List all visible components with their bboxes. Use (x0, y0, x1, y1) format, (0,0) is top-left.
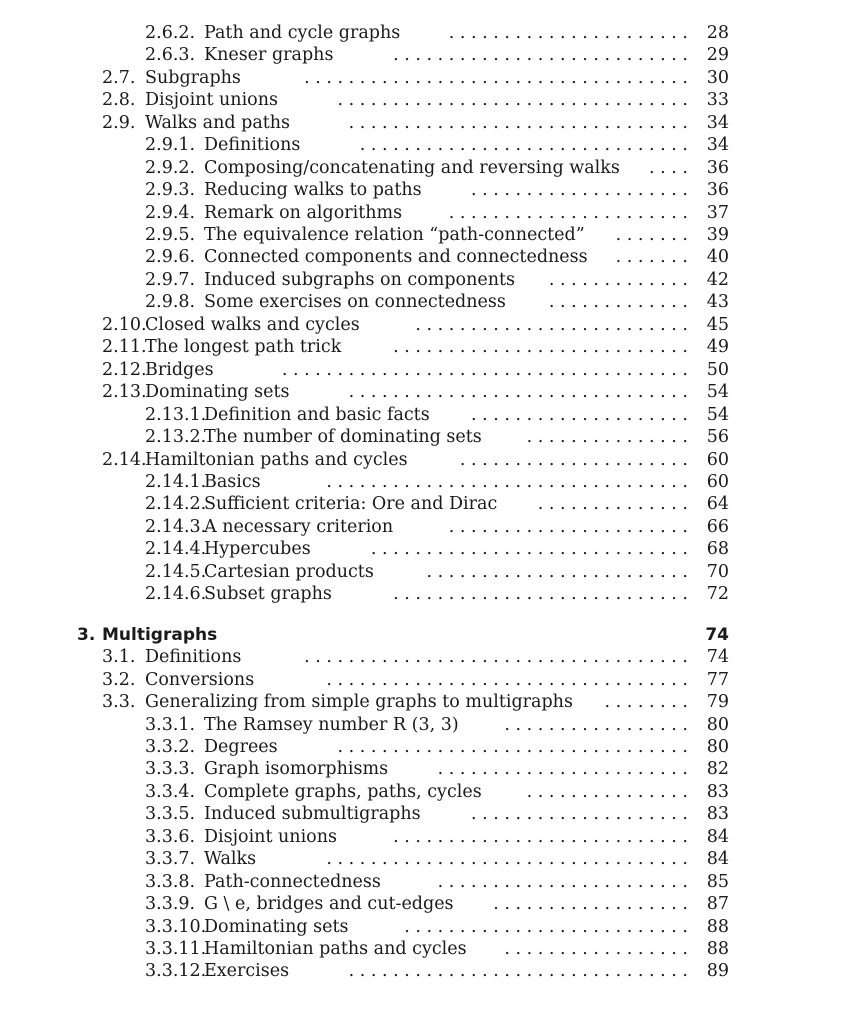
toc-entry[interactable] (145, 538, 729, 560)
toc-entry-title[interactable]: The Ramsey number R (3, 3) (204, 715, 459, 735)
toc-entry-number: 2.14.6. (145, 584, 207, 604)
toc-entry[interactable] (102, 67, 729, 89)
toc-entry-title[interactable]: Path-connectedness (204, 872, 381, 892)
toc-entry[interactable] (102, 112, 729, 134)
toc-entry-title[interactable]: Path and cycle graphs (204, 23, 401, 43)
toc-entry[interactable] (145, 803, 729, 825)
toc-entry[interactable] (145, 826, 729, 848)
toc-entry[interactable] (145, 471, 729, 493)
dot-leader: . . . . . . . . (604, 692, 688, 712)
toc-entry-number: 2.9. (102, 113, 136, 133)
toc-entry[interactable] (145, 960, 729, 982)
toc-entry-page-number[interactable]: 50 (706, 360, 729, 380)
dot-leader: . . . . . . . . . . . . . . . (526, 427, 688, 447)
dot-leader: . . . . . . . . . . . . . . . . . . . . . . . . . . (404, 917, 688, 937)
toc-entry-title[interactable]: Graph isomorphisms (204, 759, 389, 779)
toc-entry-page-number[interactable]: 87 (706, 894, 729, 914)
toc-entry[interactable] (145, 134, 729, 156)
toc-entry-title[interactable]: Basics (204, 472, 261, 492)
toc-entry-page-number[interactable]: 54 (706, 382, 729, 402)
toc-entry[interactable] (145, 938, 729, 960)
toc-entry-number: 2.9.6. (145, 247, 196, 267)
toc-entry-title[interactable]: Cartesian products (204, 562, 374, 582)
dot-leader: . . . . . . . . . . . . . . . . . . . . . . . . . . . . . . . . . (326, 849, 688, 869)
dot-leader: . . . . . . . . . . . . . . . . . (504, 715, 688, 735)
toc-entry[interactable] (145, 246, 729, 268)
toc-entry-number: 2.6.2. (145, 23, 196, 43)
toc-entry-number: 2.9.4. (145, 203, 196, 223)
toc-entry-title[interactable]: Disjoint unions (204, 827, 337, 847)
toc-entry-title[interactable]: Hypercubes (204, 539, 311, 559)
dot-leader: . . . . . . . . . . . . . (548, 270, 688, 290)
toc-entry-title[interactable]: Some exercises on connectedness (204, 292, 506, 312)
toc-entry-title[interactable]: Sufficient criteria: Ore and Dirac (204, 494, 498, 514)
toc-entry-title[interactable]: Definition and basic facts (204, 405, 430, 425)
toc-entry-title[interactable]: Degrees (204, 737, 278, 757)
toc-entry-title[interactable]: Induced subgraphs on components (204, 270, 516, 290)
toc-entry-page-number[interactable]: 28 (706, 23, 729, 43)
toc-entry-number: 2.9.1. (145, 135, 196, 155)
dot-leader: . . . . . . . . . . . . . . . . . . . . (471, 804, 688, 824)
dot-leader: . . . . . . . . . . . . . . . . . . . . . . . . . . . . . . . . (337, 90, 688, 110)
dot-leader: . . . . . . . . . . . . . . . . . . . . . . . . . (415, 315, 688, 335)
toc-entry-page-number[interactable]: 80 (706, 737, 729, 757)
toc-entry-number: 2.11. (102, 337, 147, 357)
dot-leader: . . . . . . . . . . . . . . . . . . . . . . . . . . . . . . . . . . . (304, 647, 688, 667)
dot-leader: . . . . . . . . . . . . . . . . . . . . (471, 405, 688, 425)
toc-entry-number: 2.13. (102, 382, 147, 402)
toc-entry-page-number[interactable]: 77 (706, 670, 729, 690)
toc-entry-page-number[interactable]: 74 (706, 647, 729, 667)
dot-leader: . . . . . . . . . . . . . . . . . . . . (471, 180, 688, 200)
dot-leader: . . . . . . . . . . . . . . . . . . . . . . . . . . . . . . (359, 135, 688, 155)
toc-entry-page-number[interactable]: 79 (706, 692, 729, 712)
toc-entry-number: 3.3.1. (145, 715, 196, 735)
toc-entry-title[interactable]: Complete graphs, paths, cycles (204, 782, 482, 802)
toc-entry-number: 2.14.2. (145, 494, 207, 514)
toc-entry-title[interactable]: Remark on algorithms (204, 203, 403, 223)
toc-entry-title[interactable]: Generalizing from simple graphs to multigraphs (145, 692, 573, 712)
toc-entry-title[interactable]: Multigraphs (102, 625, 218, 645)
toc-entry-title[interactable]: Dominating sets (204, 917, 349, 937)
toc-entry-number: 3.3.7. (145, 849, 196, 869)
toc-entry-page-number[interactable]: 88 (706, 917, 729, 937)
toc-entry-number: 3.3.8. (145, 872, 196, 892)
dot-leader: . . . . . . . . . . . . . . . . . . . . . . . . . . . . . . . . (337, 737, 688, 757)
toc-entry-page-number[interactable]: 88 (706, 939, 729, 959)
toc-entry-title[interactable]: Definitions (204, 135, 301, 155)
dot-leader: . . . . . . . (615, 225, 688, 245)
toc-entry-number: 2.9.3. (145, 180, 196, 200)
toc-entry-title[interactable]: Walks (204, 849, 257, 869)
toc-entry-page-number[interactable]: 70 (706, 562, 729, 582)
toc-entry[interactable] (145, 493, 729, 515)
toc-entry-number: 2.6.3. (145, 45, 196, 65)
toc-entry-page-number[interactable]: 30 (706, 68, 729, 88)
toc-entry-title[interactable]: Connected components and connectedness (204, 247, 588, 267)
toc-entry-number: 3.3.3. (145, 759, 196, 779)
toc-entry-title[interactable]: Reducing walks to paths (204, 180, 422, 200)
toc-entry[interactable] (102, 691, 729, 713)
toc-entry-page-number[interactable]: 60 (706, 450, 729, 470)
dot-leader: . . . . . . . . . . . . . . . . . . . . . . . (437, 872, 688, 892)
toc-entry-title[interactable]: Bridges (145, 360, 214, 380)
toc-entry-page-number[interactable]: 36 (706, 180, 729, 200)
dot-leader: . . . . . . . . . . . . . . . . . . . . . . . . . . . (393, 45, 688, 65)
toc-entry[interactable] (145, 848, 729, 870)
dot-leader: . . . . . . . . . . . . . . . . . . . . . . (448, 517, 688, 537)
toc-entry-number: 2.9.8. (145, 292, 196, 312)
toc-entry-number: 3.3. (102, 692, 136, 712)
toc-entry-title[interactable]: Kneser graphs (204, 45, 334, 65)
toc-entry-number: 2.13.2. (145, 427, 207, 447)
dot-leader: . . . . . . . . . . . . . . . . . . . . . . . . . . . . . . . . . . . . . (281, 360, 688, 380)
toc-entry-page-number[interactable]: 37 (706, 203, 729, 223)
toc-entry-title[interactable]: The equivalence relation “path-connected” (204, 225, 585, 245)
toc-entry-title[interactable]: Conversions (145, 670, 255, 690)
toc-entry-page-number[interactable]: 72 (706, 584, 729, 604)
toc-entry[interactable] (145, 404, 729, 426)
toc-entry-page-number[interactable]: 49 (706, 337, 729, 357)
toc-entry-number: 2.9.2. (145, 158, 196, 178)
toc-entry[interactable] (145, 871, 729, 893)
toc-entry-page-number[interactable]: 84 (706, 827, 729, 847)
toc-entry[interactable] (145, 202, 729, 224)
toc-entry-page-number[interactable]: 84 (706, 849, 729, 869)
toc-entry-title[interactable]: Dominating sets (145, 382, 290, 402)
toc-entry-page-number[interactable]: 64 (706, 494, 729, 514)
toc-entry-title[interactable]: Closed walks and cycles (145, 315, 360, 335)
dot-leader: . . . . . . . . . . . . . (548, 292, 688, 312)
toc-entry-page-number[interactable]: 39 (706, 225, 729, 245)
dot-leader: . . . . . . . . . . . . . . . . . . . . . . . . . . . (393, 337, 688, 357)
dot-leader: . . . . . . . . . . . . . . . . . . . . . . . . . . . . . . . (348, 382, 688, 402)
toc-entry-number: 2.14.3. (145, 517, 207, 537)
toc-entry[interactable] (145, 44, 729, 66)
toc-entry[interactable] (145, 426, 729, 448)
toc-entry-page-number[interactable]: 54 (706, 405, 729, 425)
toc-entry-number: 2.14. (102, 450, 147, 470)
toc-entry[interactable] (145, 714, 729, 736)
toc-entry-number: 3.3.6. (145, 827, 196, 847)
toc-entry-number: 2.9.5. (145, 225, 196, 245)
toc-entry-number: 3.3.12. (145, 961, 207, 981)
toc-entry-number: 2.8. (102, 90, 136, 110)
toc-entry[interactable] (145, 224, 729, 246)
toc-entry[interactable] (145, 22, 729, 44)
toc-entry-page-number[interactable]: 85 (706, 872, 729, 892)
toc-entry-number: 3.3.9. (145, 894, 196, 914)
toc-entry[interactable] (145, 157, 729, 179)
toc-entry-number: 2.7. (102, 68, 136, 88)
dot-leader: . . . . . . . . . . . . . . . . . (504, 939, 688, 959)
dot-leader: . . . . . . . . . . . . . . . . . . . . . . . . . . . (393, 584, 688, 604)
toc-entry-page-number[interactable]: 29 (706, 45, 729, 65)
toc-entry-title[interactable]: A necessary criterion (204, 517, 394, 537)
dot-leader: . . . . . . . . . . . . . . . . . . . . . . (448, 23, 688, 43)
toc-entry-page-number[interactable]: 33 (706, 90, 729, 110)
toc-entry-page-number[interactable]: 42 (706, 270, 729, 290)
toc-entry-title[interactable]: G \ e, bridges and cut-edges (204, 894, 454, 914)
toc-entry-number: 2.14.5. (145, 562, 207, 582)
toc-entry-number: 2.9.7. (145, 270, 196, 290)
toc-entry-title[interactable]: Definitions (145, 647, 242, 667)
toc-entry[interactable] (145, 781, 729, 803)
toc-entry-page-number[interactable]: 89 (706, 961, 729, 981)
toc-entry[interactable] (102, 381, 729, 403)
toc-entry[interactable] (145, 561, 729, 583)
dot-leader: . . . . . . . . . . . . . . . . . . . . . . . . . . . . . (370, 539, 688, 559)
toc-entry-title[interactable]: Exercises (204, 961, 290, 981)
toc-entry[interactable] (102, 449, 729, 471)
toc-entry[interactable] (145, 516, 729, 538)
toc-entry-page-number[interactable]: 83 (706, 782, 729, 802)
toc-entry[interactable] (102, 314, 729, 336)
toc-entry[interactable] (102, 646, 729, 668)
toc-entry-number: 3.3.11. (145, 939, 207, 959)
toc-entry-title[interactable]: Hamiltonian paths and cycles (204, 939, 467, 959)
toc-entry-title[interactable]: The number of dominating sets (204, 427, 482, 447)
dot-leader: . . . . . . . . . . . . . . . (526, 782, 688, 802)
dot-leader: . . . . . . . (615, 247, 688, 267)
toc-entry-page-number[interactable]: 82 (706, 759, 729, 779)
toc-entry[interactable] (102, 89, 729, 111)
toc-entry[interactable] (145, 583, 729, 605)
toc-entry-title[interactable]: The longest path trick (145, 337, 342, 357)
toc-entry-title[interactable]: Composing/concatenating and reversing walks (204, 158, 620, 178)
toc-entry[interactable] (145, 291, 729, 313)
dot-leader: . . . . . . . . . . . . . . . . . . . . . . . . . . . . . . . . . (326, 670, 688, 690)
toc-entry[interactable] (102, 359, 729, 381)
dot-leader: . . . . . . . . . . . . . . (537, 494, 688, 514)
toc-entry-title[interactable]: Disjoint unions (145, 90, 278, 110)
toc-entry-number: 2.12. (102, 360, 147, 380)
dot-leader: . . . . . . . . . . . . . . . . . . . . . . . . . . . . . . . . . . . (304, 68, 688, 88)
dot-leader: . . . . . . . . . . . . . . . . . . . . . . . . (426, 562, 688, 582)
dot-leader: . . . . . . . . . . . . . . . . . . . . . . . (437, 759, 688, 779)
toc-entry[interactable] (145, 269, 729, 291)
toc-entry-page-number[interactable]: 80 (706, 715, 729, 735)
dot-leader: . . . . . . . . . . . . . . . . . . . . . . . . . . . . . . . (348, 113, 688, 133)
toc-entry-title[interactable]: Subgraphs (145, 68, 241, 88)
dot-leader: . . . . . . . . . . . . . . . . . . . . . (459, 450, 688, 470)
toc-entry-title[interactable]: Induced submultigraphs (204, 804, 421, 824)
toc-entry[interactable] (102, 669, 729, 691)
toc-entry-number: 3.3.2. (145, 737, 196, 757)
toc-entry-page-number[interactable]: 34 (706, 113, 729, 133)
toc-entry-number: 2.13.1. (145, 405, 207, 425)
toc-entry-number: 3. (77, 625, 96, 645)
dot-leader: . . . . . . . . . . . . . . . . . . (493, 894, 688, 914)
toc-entry[interactable] (145, 916, 729, 938)
toc-entry[interactable] (145, 179, 729, 201)
toc-entry[interactable] (145, 736, 729, 758)
toc-entry-number: 3.1. (102, 647, 136, 667)
dot-leader: . . . . (649, 158, 688, 178)
toc-entry-page-number[interactable]: 45 (706, 315, 729, 335)
toc-entry-page-number[interactable]: 36 (706, 158, 729, 178)
toc-entry-page-number[interactable]: 56 (706, 427, 729, 447)
toc-entry-title[interactable]: Hamiltonian paths and cycles (145, 450, 408, 470)
toc-entry-page-number[interactable]: 74 (705, 625, 729, 645)
toc-entry-number: 2.10. (102, 315, 147, 335)
toc-entry-number: 3.2. (102, 670, 136, 690)
toc-entry-title[interactable]: Walks and paths (145, 113, 291, 133)
toc-entry-page-number[interactable]: 60 (706, 472, 729, 492)
dot-leader: . . . . . . . . . . . . . . . . . . . . . . . . . . . . . . . . . (326, 472, 688, 492)
toc-entry-page-number[interactable]: 43 (706, 292, 729, 312)
toc-entry[interactable] (102, 336, 729, 358)
dot-leader: . . . . . . . . . . . . . . . . . . . . . . . . . . . (393, 827, 688, 847)
toc-entry-number: 3.3.10. (145, 917, 207, 937)
toc-entry[interactable] (145, 893, 729, 915)
toc-entry-number: 3.3.4. (145, 782, 196, 802)
toc-entry-page-number[interactable]: 34 (706, 135, 729, 155)
toc-entry-page-number[interactable]: 83 (706, 804, 729, 824)
toc-entry[interactable] (145, 758, 729, 780)
dot-leader: . . . . . . . . . . . . . . . . . . . . . . (448, 203, 688, 223)
toc-entry-page-number[interactable]: 68 (706, 539, 729, 559)
toc-entry-page-number[interactable]: 40 (706, 247, 729, 267)
toc-entry-number: 2.14.4. (145, 539, 207, 559)
toc-entry-title[interactable]: Subset graphs (204, 584, 332, 604)
toc-chapter-entry[interactable] (77, 624, 729, 646)
toc-entry-page-number[interactable]: 66 (706, 517, 729, 537)
toc-entry-number: 2.14.1. (145, 472, 207, 492)
toc-entry-number: 3.3.5. (145, 804, 196, 824)
dot-leader: . . . . . . . . . . . . . . . . . . . . . . . . . . . . . . . (348, 961, 688, 981)
